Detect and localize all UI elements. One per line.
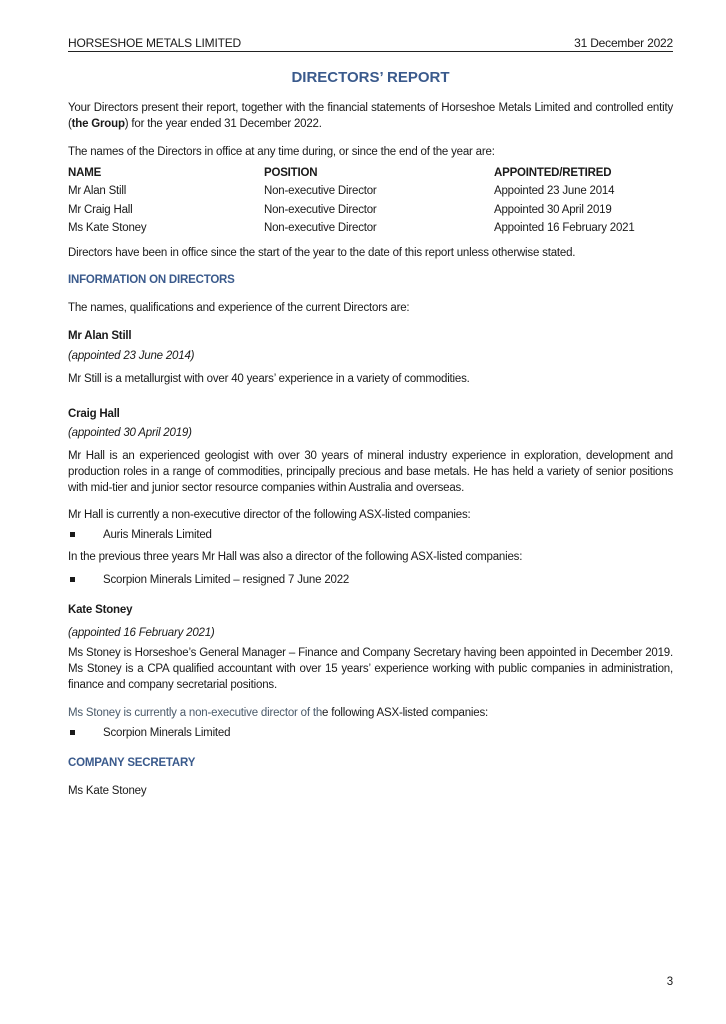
cell-appointed: Appointed 23 June 2014 <box>494 185 615 197</box>
intro-group-term: the Group <box>71 118 125 130</box>
kate-name: Kate Stoney <box>68 604 133 616</box>
craig-appointed: (appointed 30 April 2019) <box>68 427 192 439</box>
intro-paragraph <box>68 100 673 132</box>
directors-table-header <box>68 165 673 181</box>
bullet-text: Scorpion Minerals Limited – resigned 7 June 2022 <box>103 574 350 586</box>
cell-position: Non-executive Director <box>264 222 377 234</box>
alan-appointed: (appointed 23 June 2014) <box>68 350 195 362</box>
col-header-position: POSITION <box>264 167 318 179</box>
header-company: HORSESHOE METALS LIMITED <box>68 36 242 50</box>
cell-position: Non-executive Director <box>264 204 377 216</box>
info-intro: The names, qualifications and experience of the current Directors are: <box>68 302 410 314</box>
office-note: Directors have been in office since the start of the year to the date of this report unless otherwise stated. <box>68 247 576 259</box>
kate-current-intro <box>68 705 673 721</box>
table-row <box>68 202 673 218</box>
names-intro: The names of the Directors in office at any time during, or since the end of the year are: <box>68 146 495 158</box>
craig-previous-intro: In the previous three years Mr Hall was also a director of the following ASX-listed companies: <box>68 551 523 563</box>
page-title: DIRECTORS’ REPORT <box>291 69 450 86</box>
craig-name: Craig Hall <box>68 408 120 420</box>
table-row <box>68 183 673 199</box>
kate-current-intro-rest: e following ASX-listed companies: <box>322 707 489 719</box>
cell-appointed: Appointed 16 February 2021 <box>494 222 635 234</box>
bullet-text: Auris Minerals Limited <box>103 529 212 541</box>
col-header-appointed: APPOINTED/RETIRED <box>494 167 612 179</box>
page-header <box>68 36 673 52</box>
page-number: 3 <box>666 976 673 988</box>
cell-name: Ms Kate Stoney <box>68 222 147 234</box>
secretary-heading: COMPANY SECRETARY <box>68 757 196 769</box>
cell-position: Non-executive Director <box>264 185 377 197</box>
cell-name: Mr Craig Hall <box>68 204 133 216</box>
bullet-icon <box>70 730 75 735</box>
kate-current-intro-lead: Ms Stoney is currently a non-executive director of th <box>68 707 323 719</box>
intro-part2: ) for the year ended 31 December 2022. <box>124 118 322 130</box>
info-heading: INFORMATION ON DIRECTORS <box>68 274 235 286</box>
kate-bio: Ms Stoney is Horseshoe’s General Manager – Finance and Company Secretary having been appointed in December 2019. Ms Stoney is a CPA qualified accountant with over 15 years’ experience working with public companies in administration, finance and company secretarial positions. <box>68 647 673 691</box>
table-row <box>68 220 673 236</box>
alan-name: Mr Alan Still <box>68 330 132 342</box>
intro-part1: Your Directors present their report, together with the financial statements of Horseshoe Metals Limited and controlled entity ( <box>68 102 673 130</box>
header-date: 31 December 2022 <box>574 36 673 50</box>
secretary-name: Ms Kate Stoney <box>68 785 147 797</box>
cell-name: Mr Alan Still <box>68 185 127 197</box>
col-header-name: NAME <box>68 167 102 179</box>
bullet-icon <box>70 532 75 537</box>
craig-current-intro: Mr Hall is currently a non-executive director of the following ASX-listed companies: <box>68 509 471 521</box>
bullet-text: Scorpion Minerals Limited <box>103 727 231 739</box>
kate-appointed: (appointed 16 February 2021) <box>68 627 215 639</box>
bullet-icon <box>70 577 75 582</box>
craig-bio: Mr Hall is an experienced geologist with over 30 years of mineral industry experience in exploration, development and production roles in a range of commodities, principally precious and base metals. He has held a variety of senior positions with mid-tier and junior sector resource companies within Australia and overseas. <box>68 450 673 494</box>
cell-appointed: Appointed 30 April 2019 <box>494 204 612 216</box>
alan-bio: Mr Still is a metallurgist with over 40 years’ experience in a variety of commodities. <box>68 373 470 385</box>
